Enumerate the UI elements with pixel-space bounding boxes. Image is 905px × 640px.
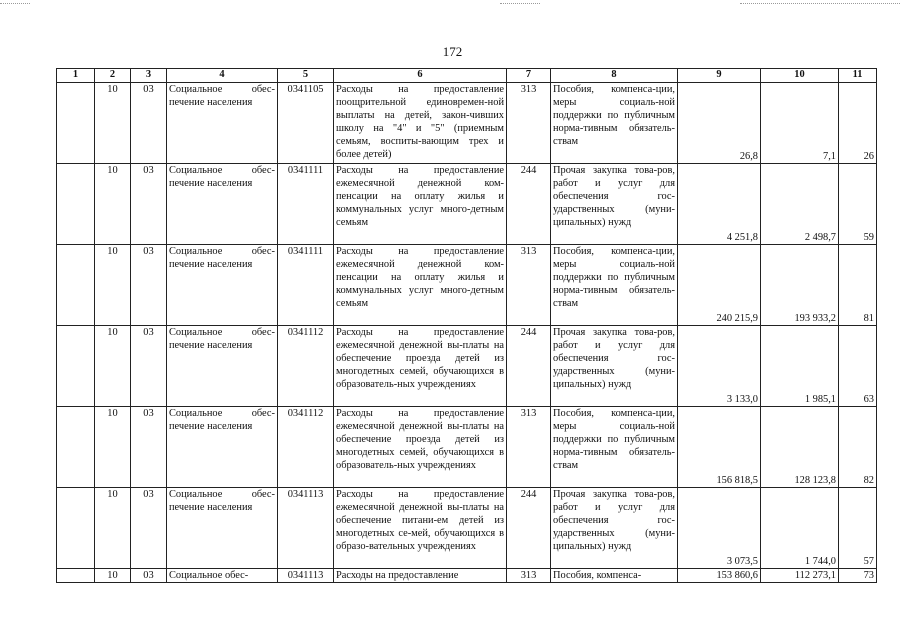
cell-section: 10 <box>95 407 131 488</box>
cell-col1 <box>57 83 95 164</box>
scan-edge-dots <box>0 3 905 5</box>
cell-expense-type-name: Пособия, компенса- <box>551 569 678 583</box>
cell-section-name: Социальное обес- <box>167 569 278 583</box>
table-row <box>57 245 877 326</box>
cell-subsection: 03 <box>131 407 167 488</box>
cell-expense-type-code: 313 <box>507 407 551 488</box>
cell-expense-type-name: Пособия, компенса-ции, меры социаль-ной поддержки по публичным норма-тивным обязатель-ствам <box>551 83 678 164</box>
cell-plan-amount: 156 818,5 <box>678 407 761 488</box>
cell-col1 <box>57 245 95 326</box>
cell-expense-description: Расходы на предоставление поощрительной единовремен-ной выплаты на детей, закон-чивших школу на "4" и "5" (приемным семьям, воспиты-вающим трех и более детей) <box>334 83 507 164</box>
cell-section: 10 <box>95 164 131 245</box>
cell-expense-type-code: 244 <box>507 488 551 569</box>
cell-col1 <box>57 164 95 245</box>
cell-expense-description: Расходы на предоставление ежемесячной денежной ком-пенсации на оплату жилья и коммунальных услуг много-детным семьям <box>334 245 507 326</box>
table-row <box>57 488 877 569</box>
cell-expense-type-code: 313 <box>507 569 551 583</box>
cell-section: 10 <box>95 569 131 583</box>
budget-table <box>56 68 877 583</box>
cell-expense-description: Расходы на предоставление ежемесячной денежной вы-платы на обеспечение питани-ем детей из многодетных се-мей, обучающихся в образо-вательных учреждениях <box>334 488 507 569</box>
column-header: 1 <box>57 69 95 83</box>
cell-expense-type-name: Прочая закупка това-ров, работ и услуг для обеспечения гос-ударственных (муни-ципальных) нужд <box>551 326 678 407</box>
cell-percent: 63 <box>839 326 877 407</box>
cell-plan-amount: 3 073,5 <box>678 488 761 569</box>
cell-target-code: 0341113 <box>278 569 334 583</box>
column-header: 6 <box>334 69 507 83</box>
cell-subsection: 03 <box>131 326 167 407</box>
cell-actual-amount: 2 498,7 <box>761 164 839 245</box>
cell-section-name: Социальное обес-печение населения <box>167 83 278 164</box>
cell-plan-amount: 240 215,9 <box>678 245 761 326</box>
cell-section-name: Социальное обес-печение населения <box>167 164 278 245</box>
cell-percent: 81 <box>839 245 877 326</box>
cell-expense-type-name: Прочая закупка това-ров, работ и услуг для обеспечения гос-ударственных (муни-ципальных) нужд <box>551 488 678 569</box>
cell-actual-amount: 1 744,0 <box>761 488 839 569</box>
cell-expense-type-name: Пособия, компенса-ции, меры социаль-ной поддержки по публичным норма-тивным обязатель-ствам <box>551 407 678 488</box>
cell-target-code: 0341111 <box>278 245 334 326</box>
cell-expense-description: Расходы на предоставление ежемесячной денежной вы-платы на обеспечение проезда детей из многодетных семей, обучающихся в образователь-ных учреждениях <box>334 326 507 407</box>
cell-plan-amount: 26,8 <box>678 83 761 164</box>
cell-percent: 59 <box>839 164 877 245</box>
cell-subsection: 03 <box>131 488 167 569</box>
cell-actual-amount: 1 985,1 <box>761 326 839 407</box>
cell-section: 10 <box>95 488 131 569</box>
cell-target-code: 0341105 <box>278 83 334 164</box>
cell-expense-type-code: 244 <box>507 326 551 407</box>
cell-expense-description: Расходы на предоставление <box>334 569 507 583</box>
table-row <box>57 164 877 245</box>
column-header: 8 <box>551 69 678 83</box>
column-header: 9 <box>678 69 761 83</box>
page-number: 172 <box>442 44 463 59</box>
cell-section: 10 <box>95 326 131 407</box>
cell-actual-amount: 7,1 <box>761 83 839 164</box>
table-row <box>57 326 877 407</box>
table-row <box>57 83 877 164</box>
cell-col1 <box>57 326 95 407</box>
cell-expense-description: Расходы на предоставление ежемесячной денежной ком-пенсации на оплату жилья и коммунальных услуг много-детным семьям <box>334 164 507 245</box>
column-header: 7 <box>507 69 551 83</box>
table-row <box>57 407 877 488</box>
cell-subsection: 03 <box>131 245 167 326</box>
column-header: 10 <box>761 69 839 83</box>
column-header: 11 <box>839 69 877 83</box>
cell-subsection: 03 <box>131 569 167 583</box>
cell-col1 <box>57 407 95 488</box>
cell-expense-type-name: Прочая закупка това-ров, работ и услуг для обеспечения гос-ударственных (муни-ципальных) нужд <box>551 164 678 245</box>
cell-expense-type-name: Пособия, компенса-ции, меры социаль-ной поддержки по публичным норма-тивным обязатель-ствам <box>551 245 678 326</box>
cell-section: 10 <box>95 83 131 164</box>
cell-plan-amount: 153 860,6 <box>678 569 761 583</box>
cell-percent: 26 <box>839 83 877 164</box>
cell-section-name: Социальное обес-печение населения <box>167 407 278 488</box>
cell-plan-amount: 4 251,8 <box>678 164 761 245</box>
column-header: 3 <box>131 69 167 83</box>
table-row <box>57 569 877 583</box>
cell-actual-amount: 112 273,1 <box>761 569 839 583</box>
column-header: 2 <box>95 69 131 83</box>
cell-percent: 73 <box>839 569 877 583</box>
cell-expense-type-code: 313 <box>507 245 551 326</box>
cell-section: 10 <box>95 245 131 326</box>
cell-target-code: 0341112 <box>278 407 334 488</box>
cell-plan-amount: 3 133,0 <box>678 326 761 407</box>
cell-expense-type-code: 313 <box>507 83 551 164</box>
cell-section-name: Социальное обес-печение населения <box>167 326 278 407</box>
cell-expense-type-code: 244 <box>507 164 551 245</box>
cell-expense-description: Расходы на предоставление ежемесячной денежной вы-платы на обеспечение проезда детей из многодетных семей, обучающихся в образователь-ных учреждениях <box>334 407 507 488</box>
column-header: 5 <box>278 69 334 83</box>
cell-percent: 57 <box>839 488 877 569</box>
cell-section-name: Социальное обес-печение населения <box>167 245 278 326</box>
cell-percent: 82 <box>839 407 877 488</box>
cell-actual-amount: 128 123,8 <box>761 407 839 488</box>
column-header: 4 <box>167 69 278 83</box>
cell-subsection: 03 <box>131 164 167 245</box>
cell-target-code: 0341111 <box>278 164 334 245</box>
cell-subsection: 03 <box>131 83 167 164</box>
cell-col1 <box>57 569 95 583</box>
cell-actual-amount: 193 933,2 <box>761 245 839 326</box>
header-row <box>57 69 877 83</box>
cell-col1 <box>57 488 95 569</box>
cell-section-name: Социальное обес-печение населения <box>167 488 278 569</box>
cell-target-code: 0341113 <box>278 488 334 569</box>
cell-target-code: 0341112 <box>278 326 334 407</box>
